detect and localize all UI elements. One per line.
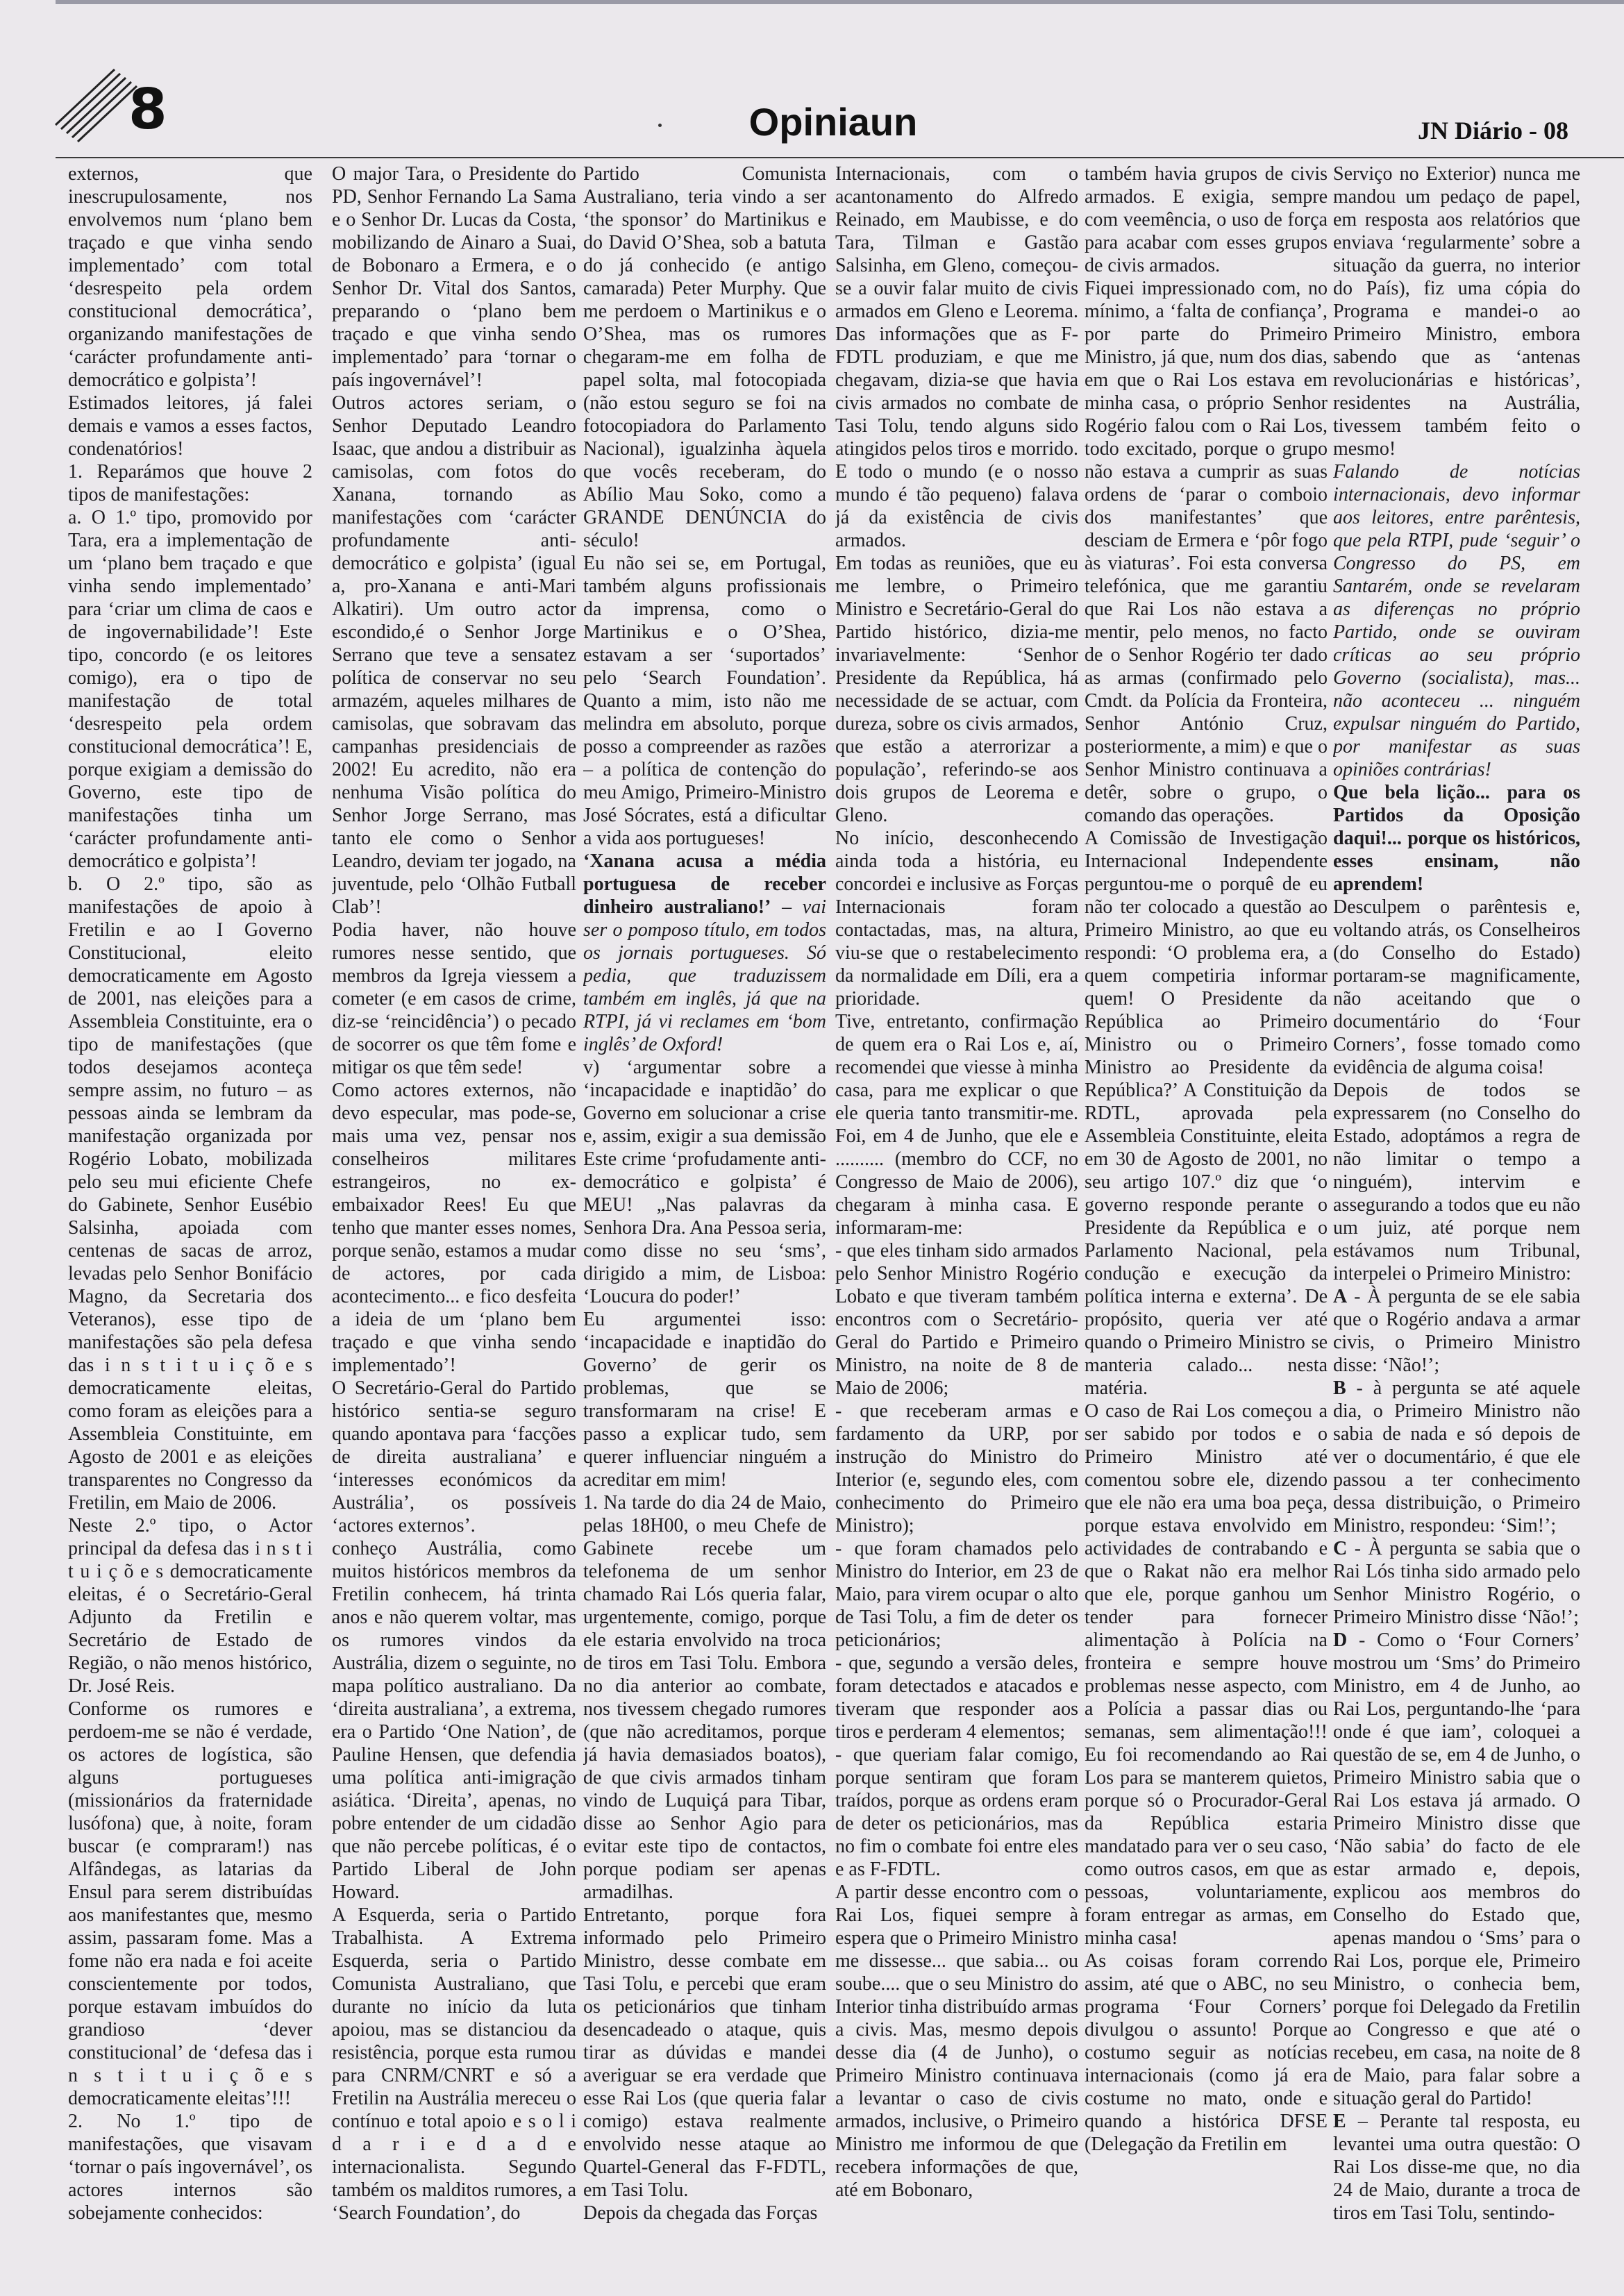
body-text: – Perante tal resposta, eu levantei uma outra questão: O Rai Los disse-me que, no dia 24 de Maio, durante a troca de tiros em Tasi Tolu, sentindo- (1333, 2111, 1580, 2224)
paragraph (332, 919, 576, 1079)
body-text: As coisas foram correndo assim, até que o ABC, no seu programa ‘Four Corners’ divulgou o assunto! Porque costumo seguir as notícias internacionais (como já era costume no mato, onde e quando a histórica DFSE (Delegação da Fretilin em (1085, 1950, 1328, 2155)
paper-info: JN Diário - 08 (1418, 117, 1568, 144)
body-text: O major Tara, o Presidente do PD, Senhor Fernando La Sama e o Senhor Dr. Lucas da Costa, mobilizando de Ainaro a Suai, de Bobonaro a Ermera, e o Senhor Dr. Vital dos Santos, preparando o ‘plano bem traçado e que vinha sendo implementado’ para ‘tornar o país ingovernável’! (332, 163, 576, 391)
paragraph (1085, 1400, 1328, 1950)
bold-text: ‘Xanana acusa a média portuguesa de receber dinheiro australiano!’ (583, 850, 826, 918)
paragraph (68, 162, 312, 392)
body-text: 2. No 1.º tipo de manifestações, que visavam ‘tornar o país ingovernável’, os actores internos são sobejamente conhecidos: (68, 2111, 312, 2224)
top-border (56, 0, 1624, 4)
body-text: - que foram chamados pelo Ministro do Interior, em 23 de Maio, para virem ocupar o alto de Tasi Tolu, a fim de deter os peticionários; (835, 1538, 1078, 1651)
paragraph (583, 850, 826, 1056)
paragraph (1085, 827, 1328, 1400)
bold-text: Que bela lição... para os Partidos da Oposição daqui!... porque os históricos, esses ensinam, não aprendem! (1333, 782, 1580, 895)
paragraph (332, 1079, 576, 1377)
paragraph (1333, 1079, 1580, 1285)
paragraph (1333, 162, 1580, 460)
paragraph (835, 1400, 1078, 1537)
article-column-2 (332, 162, 576, 2259)
body-text: No início, desconhecendo ainda toda a história, eu concordei e inclusive as Forças Internacionais foram contactadas, mas, na altura, viu-se que o restabelecimento da normalidade em Díli, era a prioridade. (835, 828, 1078, 1009)
italic-text: – vai ser o pomposo título, em todos os jornais portugueses. Só pedia, que traduzissem também em inglês, já que na RTPI, já vi reclames em ‘bom inglês’ de Oxford! (583, 896, 826, 1055)
body-text: v) ‘argumentar sobre a ‘incapacidade e inaptidão’ do Governo em solucionar a crise e, assim, exigir a sua demissão Este crime ‘profudamente anti-democrático e golpista’ é MEU! „Nas palavras da Senhora Dra. Ana Pessoa seria, como disse no seu ‘sms’, dirigido a mim, de Lisboa: ‘Loucura do poder!’ (583, 1057, 826, 1307)
paragraph (1085, 162, 1328, 277)
body-text: - À pergunta de se ele sabia que o Rogério andava a armar civis, o Primeiro Ministro disse: ‘Não!’; (1333, 1286, 1580, 1376)
paragraph (332, 1904, 576, 2224)
bold-text: B (1333, 1377, 1346, 1399)
body-text: Em todas as reuniões, que eu me lembre, o Primeiro Ministro e Secretário-Geral do Partido histórico, dizia-me invariavelmente: ‘Senhor Presidente da República, há necessidade de se actuar, com dureza, sobre os civis armados, que estão a aterrorizar a população’, referindo-se aos dois grupos de Leorema e Gleno. (835, 553, 1078, 826)
body-text: a. O 1.º tipo, promovido por Tara, era a implementação de um ‘plano bem traçado e que vinha sendo implementado’ para ‘criar um clima de caos e de ingovernabilidade’! Este tipo, concordo (e os leitores comigo), era o tipo de manifestação de total ‘desrespeito pela ordem constitucional democrática’! E, porque exigiam a demissão do Governo, este tipo de manifestações tinha um ‘carácter profundamente anti-democrático e golpista’! (68, 507, 312, 872)
paragraph (68, 506, 312, 873)
header-rule (56, 157, 1624, 158)
paragraph (68, 460, 312, 506)
paragraph (835, 1652, 1078, 1743)
body-text: Podia haver, não houve rumores nesse sentido, que membros da Igreja viessem a cometer (e em casos de crime, diz-se ‘reincidência’) o pecado de socorrer os que têm fome e mitigar os que têm sede! (332, 919, 576, 1078)
paragraph (1085, 1950, 1328, 2156)
bold-text: E (1333, 2111, 1346, 2132)
body-text: Entretanto, porque fora informado pelo Primeiro Ministro, desse combate em Tasi Tolu, e percebi que eram os peticionários que tinham desencadeado o ataque, quis tirar as dúvidas e mandei averiguar se era verdade que esse Rai Los (que queria falar comigo) estava realmente envolvido nesse ataque ao Quartel-General das F-FDTL, em Tasi Tolu. (583, 1904, 826, 2201)
body-text: - que queriam falar comigo, porque sentiram que foram traídos, porque as ordens eram de deter os peticionários, mas no fim o combate foi entre eles e as F-FDTL. (835, 1744, 1078, 1880)
body-text: A Esquerda, seria o Partido Trabalhista. A Extrema Esquerda, seria o Partido Comunista Australiano, que durante no início da luta apoiou, mas se distanciou da resistência, porque esta rumou para CNRM/CNRT e só a Fretilin na Austrália mereceu o contínuo e total apoio e s o l i d a r i e d a d e internacionalista. Segundo também os malditos rumores, a ‘Search Foundation’, do (332, 1904, 576, 2224)
paragraph (835, 1743, 1078, 1881)
body-text: - Como o ‘Four Corners’ mostrou um ‘Sms’ do Primeiro Ministro, em 4 de Junho, ao Rai Los, perguntando-lhe ‘para onde é que iam’, coloquei a questão de se, em 4 de Junho, o Primeiro Ministro sabia que o Rai Los estava já armado. O Primeiro Ministro disse que ‘Não sabia’ do facto de ele estar armado e, depois, explicou aos membros do Conselho do Estado que, apenas mandou o ‘Sms’ para o Rai Los, porque ele, Primeiro Ministro, o conhecia bem, porque foi Delegado da Fretilin ao Congresso e que até o recebeu, em casa, na noite de 8 de Maio, para falar sobre a situação geral do Partido! (1333, 1629, 1580, 2109)
body-text: O Secretário-Geral do Partido histórico sentia-se seguro quando apontava para ‘facções de direita australiana’ e ‘interesses económicos da Austrália’, os possíveis ‘actores externos’. (332, 1377, 576, 1536)
paragraph (68, 1514, 312, 1698)
body-text: Serviço no Exterior) nunca me mandou um pedaço de papel, em resposta aos relatórios que enviava ‘regularmente’ sobre a situação da guerra, no interior do País), fiz uma cópia do Programa e mandei-o ao Primeiro Ministro, embora sabendo que as ‘antenas revolucionárias e históricas’, residentes na Austrália, tivessem também feito o mesmo! (1333, 163, 1580, 460)
body-text: Como actores externos, não devo especular, mas pode-se, mais uma vez, pensar nos conselheiros militares estrangeiros, no ex-embaixador Rees! Eu que tenho que manter esses nomes, porque senão, estamos a mudar de actores, por cada acontecimento... e fico desfeita a ideia de um ‘plano bem traçado e que vinha sendo implementado’! (332, 1080, 576, 1376)
section-title: Opiniaun (748, 100, 918, 144)
body-text: Conforme os rumores e perdoem-me se não é verdade, os actores de logística, são alguns portugueses (missionários da fraternidade lusófona) que, à noite, foram buscar (e compraram!) nas Alfândegas, as latarias da Ensul para serem distribuídas aos manifestantes que, mesmo assim, passaram fome. Mas a fome não era nada e foi aceite conscientemente por todos, porque estavam imbuídos do grandioso ‘dever constitucional’ de ‘defesa das i n s t i t u i ç õ e s democraticamente eleitas’!!! (68, 1698, 312, 2109)
paragraph (835, 1537, 1078, 1652)
body-text: externos, que inescrupulosamente, nos envolvemos num ‘plano bem traçado e que vinha sendo implementado’ com total ‘desrespeito pela ordem constitucional democrática’, organizando manifestações de ‘carácter profundamente anti-democrático e golpista’! (68, 163, 312, 391)
paragraph (583, 2202, 826, 2224)
body-text: Desculpem o parêntesis e, voltando atrás, os Conselheiros (do Conselho do Estado) portaram-se magnificamente, não aceitando que o documentário do ‘Four Corners’, fosse tomado como evidência de alguma coisa! (1333, 896, 1580, 1078)
paragraph (583, 1491, 826, 1904)
body-text: 1. Na tarde do dia 24 de Maio, pelas 18H00, o meu Chefe de Gabinete recebe um telefonema de um senhor chamado Rai Lós queria falar, urgentemente, comigo, porque ele estaria envolvido na troca de tiros em Tasi Tolu. Embora no dia anterior ao combate, nos tivessem chegado rumores (que não acreditamos, porque já havia demasiados boatos), de que civis armados tinham vindo de Luquiçá para Tibar, disse ao Senhor Agio para evitar este tipo de contactos, porque podiam ser apenas armadilhas. (583, 1492, 826, 1903)
paragraph (332, 392, 576, 919)
body-text: Eu não sei se, em Portugal, também alguns profissionais da imprensa, como o Martinikus e o O’Shea, estavam a ser ‘suportados’ pelo ‘Search Foundation’. Quanto a mim, isto não me melindra em absoluto, porque posso a compreender as razões – a política de contenção do meu Amigo, Primeiro-Ministro José Sócrates, está a dificultar a vida aos portugueses! (583, 553, 826, 849)
article-column-5 (1085, 162, 1328, 2259)
body-text: Outros actores seriam, o Senhor Deputado Leandro Isaac, que andou a distribuir as camisolas, com fotos do Xanana, tornando as manifestações com ‘carácter profundamente anti-democrático e golpista’ (igual a, pro-Xanana e anti-Mari Alkatiri). Um outro actor escondido,é o Senhor Jorge Serrano que teve a sensatez política de conservar no seu armazém, aqueles milhares de camisolas, que sobravam das campanhas presidenciais de 2002! Eu acredito, não era nenhuma Visão política do Senhor Jorge Serrano, mas tanto ele como o Senhor Leandro, deviam ter jogado, na juventude, pelo ‘Olhão Futball Clab’! (332, 392, 576, 918)
bold-text: A (1333, 1286, 1348, 1307)
paragraph (1333, 1629, 1580, 2110)
body-text: Internacionais, com o acantonamento do Alfredo Reinado, em Maubisse, e do Tara, Tilman e Gastão Salsinha, em Gleno, começou-se a ouvir falar muito de civis armados em Gleno e Leorema. Das informações que as F-FDTL produziam, e que me chegavam, dizia-se que havia civis armados no combate de Tasi Tolu, tendo alguns sido atingidos pelos tiros e morrido. E todo o mundo (e o nosso mundo é tão pequeno) falava já da existência de civis armados. (835, 163, 1078, 551)
paragraph (583, 1056, 826, 1308)
paragraph (332, 1537, 576, 1904)
body-text: Partido Comunista Australiano, teria vindo a ser ‘the sponsor’ do Martinikus e do David O’Shea, sob a batuta do já conhecido (e antigo camarada) Peter Murphy. Que me perdoem o Martinikus e o O’Shea, mas os rumores chegaram-me em folha de papel solta, mal fotocopiada (não estou seguro se foi na fotocopiadora do Parlamento Nacional), igualzinha àquela que vocês receberam, do Abílio Mau Soko, como a GRANDE DENÚNCIA do século! (583, 163, 826, 551)
body-text: - À pergunta se sabia que o Rai Lós tinha sido armado pelo Senhor Ministro Rogério, o Primeiro Ministro disse ‘Não!’; (1333, 1538, 1580, 1628)
paragraph (835, 827, 1078, 1010)
paragraph (583, 552, 826, 850)
article-column-1 (68, 162, 312, 2259)
paragraph (835, 552, 1078, 827)
body-text: Eu argumentei isso: ‘incapacidade e inaptidão do Governo’ de gerir os problemas, que se transformaram na crise! E passo a explicar tudo, sem querer influenciar ninguém a acreditar em mim! (583, 1309, 826, 1491)
bold-text: C (1333, 1538, 1348, 1559)
paragraph (1333, 460, 1580, 781)
page-number: 8 (128, 77, 167, 142)
paragraph (583, 1308, 826, 1491)
paragraph (835, 1239, 1078, 1400)
paragraph (68, 873, 312, 1514)
paragraph (835, 1881, 1078, 2202)
paragraph (68, 2110, 312, 2224)
body-text: O caso de Rai Los começou a ser sabido por todos e o Primeiro Ministro até comentou sobre ele, dizendo que ele não era uma boa peça, porque estava envolvido em actividades de contrabando e que o Rakat não era melhor que ele, porque ganhou um tender para fornecer alimentação à Polícia na fronteira e sempre houve problemas nesse aspecto, com a Polícia a passar dias ou semanas, sem alimentação!!! Eu foi recomendando ao Rai Los para se manterem quietos, porque só o Procurador-Geral da República estaria mandatado para ver o seu caso, como outros casos, em que as pessoas, voluntariamente, foram entregar as armas, em minha casa! (1085, 1400, 1328, 1949)
body-text: b. O 2.º tipo, são as manifestações de apoio à Fretilin e ao I Governo Constitucional, eleito democraticamente em Agosto de 2001, nas eleições para a Assembleia Constituinte, era o tipo de manifestações (que todos desejamos aconteça sempre assim, no futuro – as pessoas ainda se lembram da manifestação organizada por Rogério Lobato, mobilizada pelo seu mui eficiente Chefe do Gabinete, Senhor Eusébio Salsinha, apoiada com centenas de sacas de arroz, levadas pelo Senhor Bonifácio Magno, da Secretaria dos Veteranos), esse tipo de manifestações são pela defesa das i n s t i t u i ç õ e s democraticamente eleitas, como foram as eleições para a Assembleia Constituinte, em Agosto de 2001 e as eleições transparentes no Congresso da Fretilin, em Maio de 2006. (68, 873, 312, 1514)
body-text: - que receberam armas e fardamento da URP, por instrução do Ministro do Interior (e, segundo eles, com conhecimento do Primeiro Ministro); (835, 1400, 1078, 1536)
paragraph (68, 392, 312, 460)
body-text: Depois de todos se expressarem (no Conselho do Estado, adoptámos a regra de não limitar o tempo a ninguém), intervim e assegurando a todos que eu não um juiz, até porque nem estávamos num Tribunal, interpelei o Primeiro Ministro: (1333, 1080, 1580, 1284)
body-text: conheço Austrália, como muitos históricos membros da Fretilin conhecem, há trinta anos e não querem voltar, mas os rumores vindos da Austrália, dizem o seguinte, no mapa político australiano. Da ‘direita australiana’, a extrema, era o Partido ‘One Nation’, de Pauline Hensen, que defendia uma política anti-imigração asiática. ‘Direita’, apenas, no pobre entender de um cidadão que não percebe políticas, é o Partido Liberal de John Howard. (332, 1538, 576, 1903)
body-text: - que eles tinham sido armados pelo Senhor Ministro Rogério Lobato e que tiveram também encontros com o Secretário-Geral do Partido e Primeiro Ministro, na noite de 8 de Maio de 2006; (835, 1240, 1078, 1399)
paragraph (1333, 781, 1580, 896)
body-text: também havia grupos de civis armados. E exigia, sempre com veemência, o uso de força para acabar com esses grupos de civis armados. (1085, 163, 1328, 276)
paragraph (835, 162, 1078, 552)
paragraph (332, 1377, 576, 1537)
body-text: Estimados leitores, já falei demais e vamos a esses factos, condenatórios! (68, 392, 312, 460)
paragraph (1333, 1377, 1580, 1537)
article-column-3 (583, 162, 826, 2259)
paragraph (332, 162, 576, 392)
paragraph (1333, 2110, 1580, 2224)
paragraph (583, 1904, 826, 2202)
paragraph (1085, 277, 1328, 827)
body-text: - que, segundo a versão deles, foram detectados e atacados e tiveram que responder aos tiros e perderam 4 elementos; (835, 1652, 1078, 1743)
paragraph (1333, 896, 1580, 1079)
article-column-6 (1333, 162, 1580, 2259)
body-text: 1. Reparámos que houve 2 tipos de manifestações: (68, 461, 312, 505)
ink-dot (658, 124, 662, 127)
paragraph (1333, 1537, 1580, 1629)
body-text: A Comissão de Investigação Internacional Independente perguntou-me o porquê de eu não ter colocado a questão ao Primeiro Ministro, ao que eu respondi: ‘O problema era, a quem competiria informar quem! O Presidente da República ao Primeiro Ministro ou o Primeiro Ministro ao Presidente da República?’ A Constituição da RDTL, aprovada pela Assembleia Constituinte, eleita em 30 de Agosto de 2001, no seu artigo 107.º diz que ‘o governo responde perante o Presidente da República e o Parlamento Nacional, pela condução e execução da política interna e externa’. De propósito, queria ver até quando o Primeiro Ministro se manteria calado... nesta matéria. (1085, 828, 1328, 1399)
body-text: A partir desse encontro com o Rai Los, fiquei sempre à espera que o Primeiro Ministro me dissesse... que sabia... ou soube.... que o seu Ministro do Interior tinha distribuído armas a civis. Mas, mesmo depois desse dia (4 de Junho), o Primeiro Ministro continuava a levantar o caso de civis armados, inclusive, o Primeiro Ministro me informou de que recebera informações de que, até em Bobonaro, (835, 1882, 1078, 2201)
paragraph (583, 162, 826, 552)
article-column-4 (835, 162, 1078, 2259)
paragraph (835, 1010, 1078, 1239)
bold-text: D (1333, 1629, 1348, 1651)
body-text: Depois da chegada das Forças (583, 2202, 818, 2224)
body-text: Tive, entretanto, confirmação de quem era o Rai Los e, aí, recomendei que viesse à minha casa, para me explicar o que ele queria tanto transmitir-me. Foi, em 4 de Junho, que ele e .......... (membro do CCF, no Congresso de Maio de 2006), chegaram à minha casa. E informaram-me: (835, 1011, 1078, 1239)
italic-text: Falando de notícias internacionais, devo informar aos leitores, entre parêntesis, que pela RTPI, pude ‘seguir’ o Congresso do PS, em Santarém, onde se revelaram as diferenças no próprio Partido, onde se ouviram críticas ao seu próprio Governo (socialista), mas... não aconteceu ... ninguém expulsar ninguém do Partido, por manifestar as suas opiniões contrárias! (1333, 461, 1580, 780)
body-text: Neste 2.º tipo, o Actor principal da defesa das i n s t i t u i ç õ e s democraticamente eleitas, é o Secretário-Geral Adjunto da Fretilin e Secretário de Estado de Região, o não menos histórico, Dr. José Reis. (68, 1515, 312, 1697)
paragraph (1333, 1285, 1580, 1377)
body-text: Fiquei impressionado com, no mínimo, a ‘falta de confiança’, por parte do Primeiro Ministro, já que, num dos dias, em que o Rai Los estava em minha casa, o próprio Senhor Rogério falou com o Rai Los, todo excitado, porque o grupo não estava a cumprir as suas ordens de ‘parar o comboio dos manifestantes’ que desciam de Ermera e ‘pôr fogo às viaturas’. Foi esta conversa telefónica, que me garantiu que Rai Los não estava a mentir, pelo menos, no facto de o Senhor Rogério ter dado as armas (confirmado pelo Cmdt. da Polícia da Fronteira, Senhor António Cruz, posteriormente, a mim) e que o Senhor Ministro continuava a detêr, sobre o grupo, o comando das operações. (1085, 278, 1328, 826)
body-text: - à pergunta se até aquele dia, o Primeiro Ministro não sabia de nada e só depois de ver o documentário, é que ele passou a ter conhecimento dessa distribuição, o Primeiro Ministro, respondeu: ‘Sim!’; (1333, 1377, 1580, 1536)
paragraph (68, 1698, 312, 2110)
